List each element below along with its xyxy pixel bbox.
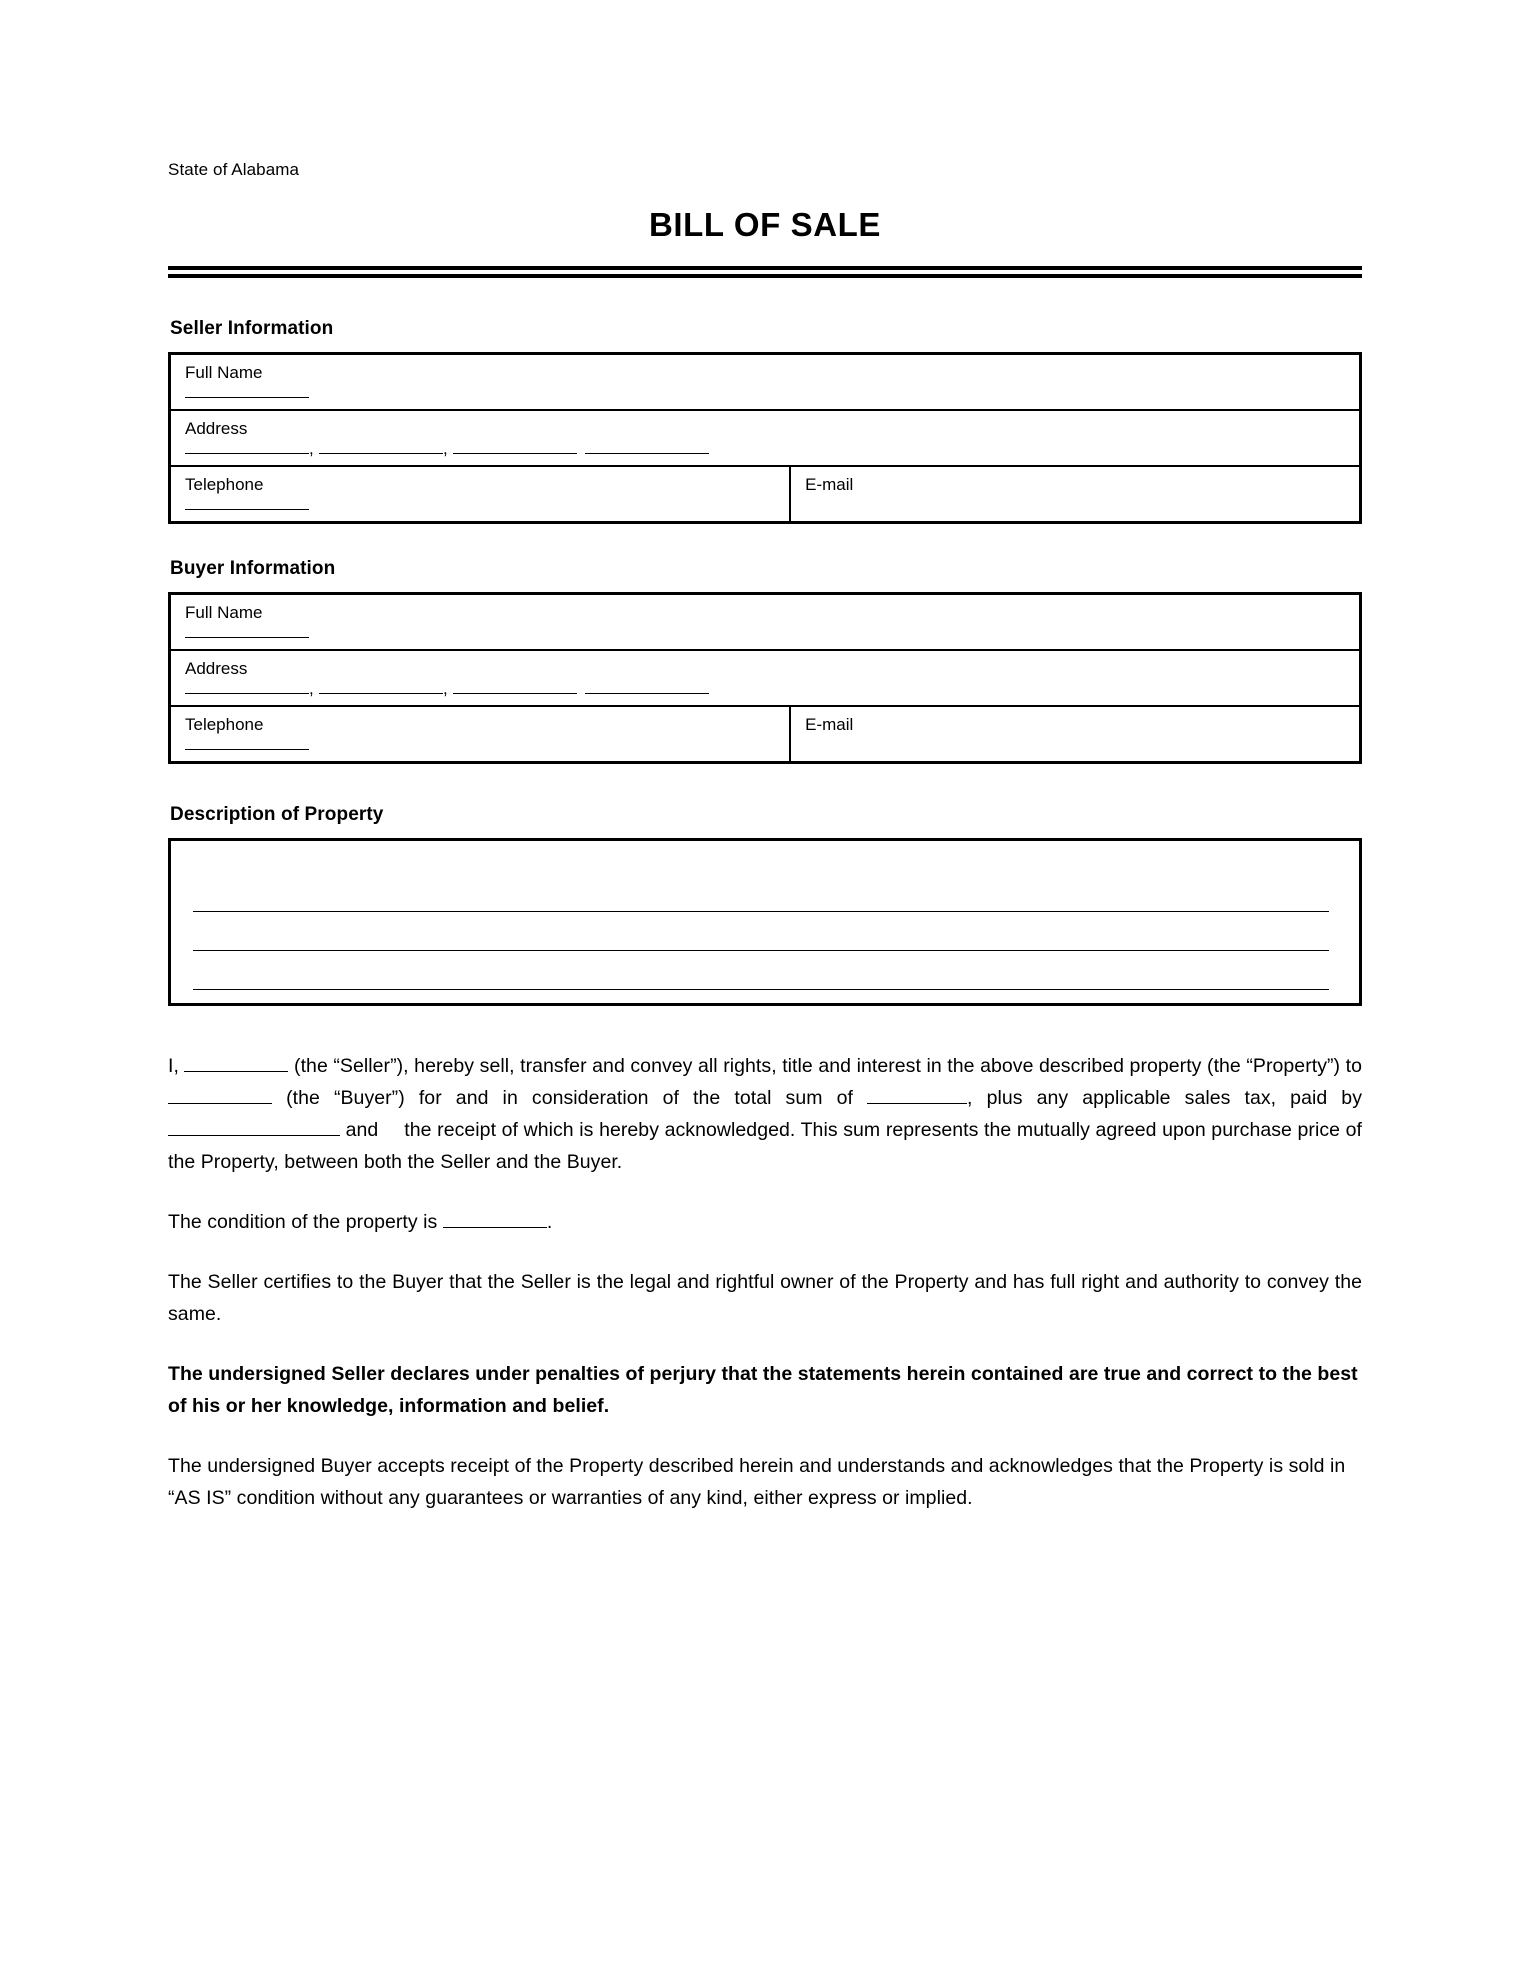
buyer-full-name-row	[171, 595, 1359, 651]
description-writing-line-2[interactable]	[193, 912, 1329, 951]
seller-telephone-blank-wrap	[185, 495, 309, 514]
conveyance-paragraph	[168, 1050, 1362, 1178]
conveyance-text-2: (the “Seller”), hereby sell, transfer and convey all rights, title and interest in the above described property (the “Property”) to	[294, 1055, 1363, 1077]
buyer-telephone-blank-wrap	[185, 735, 309, 754]
title-double-rule	[168, 266, 1362, 278]
conveyance-text-6: the receipt of which is hereby acknowledged. This sum represents the mutually agreed upon purchase price of the Property, between both the Seller and the Buyer.	[168, 1119, 1363, 1173]
seller-address-separator-2: ,	[443, 439, 448, 458]
buyer-address-street-blank[interactable]	[185, 680, 309, 694]
buyer-address-zip-blank[interactable]	[585, 680, 709, 694]
buyer-telephone-label: Telephone	[185, 715, 264, 734]
seller-telephone-blank[interactable]	[185, 496, 309, 510]
buyer-address-separator-1: ,	[309, 679, 314, 698]
buyer-telephone-blank[interactable]	[185, 736, 309, 750]
seller-name-inline-blank[interactable]	[184, 1056, 288, 1072]
paid-by-inline-blank[interactable]	[168, 1120, 340, 1136]
buyer-full-name-blank-wrap	[185, 623, 309, 642]
buyer-full-name-label: Full Name	[185, 603, 263, 622]
seller-email-cell[interactable]	[791, 467, 1359, 521]
perjury-declaration-paragraph: The undersigned Seller declares under penalties of perjury that the statements herein contained are true and correct to the best of his or her knowledge, information and belief.	[168, 1363, 1358, 1417]
seller-full-name-cell[interactable]	[171, 355, 1359, 409]
total-sum-inline-blank[interactable]	[867, 1088, 967, 1104]
seller-address-city-blank[interactable]	[319, 440, 443, 454]
description-section-heading: Description of Property	[170, 804, 384, 825]
state-line: State of Alabama	[168, 160, 300, 179]
condition-text-2: .	[546, 1211, 553, 1233]
certification-paragraph: The Seller certifies to the Buyer that the Seller is the legal and rightful owner of the Property and has full right and authority to convey the same.	[168, 1271, 1362, 1325]
seller-address-street-blank[interactable]	[185, 440, 309, 454]
seller-contact-row	[171, 467, 1359, 521]
buyer-telephone-cell[interactable]	[171, 707, 791, 761]
buyer-full-name-blank[interactable]	[185, 624, 309, 638]
seller-section-heading: Seller Information	[170, 318, 334, 339]
description-of-property-box[interactable]	[168, 838, 1362, 1006]
buyer-contact-row	[171, 707, 1359, 761]
buyer-address-label: Address	[185, 659, 248, 678]
buyer-full-name-cell[interactable]	[171, 595, 1359, 649]
seller-address-separator-1: ,	[309, 439, 314, 458]
conveyance-text-1: I,	[168, 1055, 179, 1077]
seller-address-zip-blank[interactable]	[585, 440, 709, 454]
seller-address-cell[interactable]	[171, 411, 1359, 465]
buyer-email-cell[interactable]	[791, 707, 1359, 761]
conveyance-text-5: and	[345, 1119, 379, 1141]
buyer-address-cell[interactable]	[171, 651, 1359, 705]
buyer-address-row	[171, 651, 1359, 707]
condition-paragraph	[168, 1206, 1362, 1238]
buyer-information-table	[168, 592, 1362, 764]
buyer-address-state-blank[interactable]	[453, 680, 577, 694]
seller-address-state-blank[interactable]	[453, 440, 577, 454]
seller-address-blank-wrap	[185, 439, 709, 458]
seller-full-name-blank-wrap	[185, 383, 309, 402]
description-writing-line-3[interactable]	[193, 951, 1329, 990]
condition-text-1: The condition of the property is	[168, 1211, 438, 1233]
conveyance-text-4: , plus any applicable sales tax, paid by	[967, 1087, 1363, 1109]
description-writing-line-1[interactable]	[193, 857, 1329, 912]
seller-address-row	[171, 411, 1359, 467]
buyer-address-separator-2: ,	[443, 679, 448, 698]
seller-full-name-row	[171, 355, 1359, 411]
seller-telephone-cell[interactable]	[171, 467, 791, 521]
as-is-acceptance-paragraph: The undersigned Buyer accepts receipt of the Property described herein and understands and acknowledges that the Property is sold in “AS IS” condition without any guarantees or warranties of any kind, either express or implied.	[168, 1455, 1346, 1509]
seller-telephone-label: Telephone	[185, 475, 264, 494]
seller-full-name-label: Full Name	[185, 363, 263, 382]
seller-information-table	[168, 352, 1362, 524]
conveyance-text-3: (the “Buyer”) for and in consideration of the total sum of	[286, 1087, 853, 1109]
condition-inline-blank[interactable]	[443, 1212, 547, 1228]
buyer-name-inline-blank[interactable]	[168, 1088, 272, 1104]
seller-email-label: E-mail	[805, 475, 854, 494]
buyer-address-city-blank[interactable]	[319, 680, 443, 694]
buyer-address-blank-wrap	[185, 679, 709, 698]
buyer-section-heading: Buyer Information	[170, 558, 336, 579]
seller-address-label: Address	[185, 419, 248, 438]
buyer-email-label: E-mail	[805, 715, 854, 734]
seller-full-name-blank[interactable]	[185, 384, 309, 398]
page-title: BILL OF SALE	[648, 206, 882, 243]
